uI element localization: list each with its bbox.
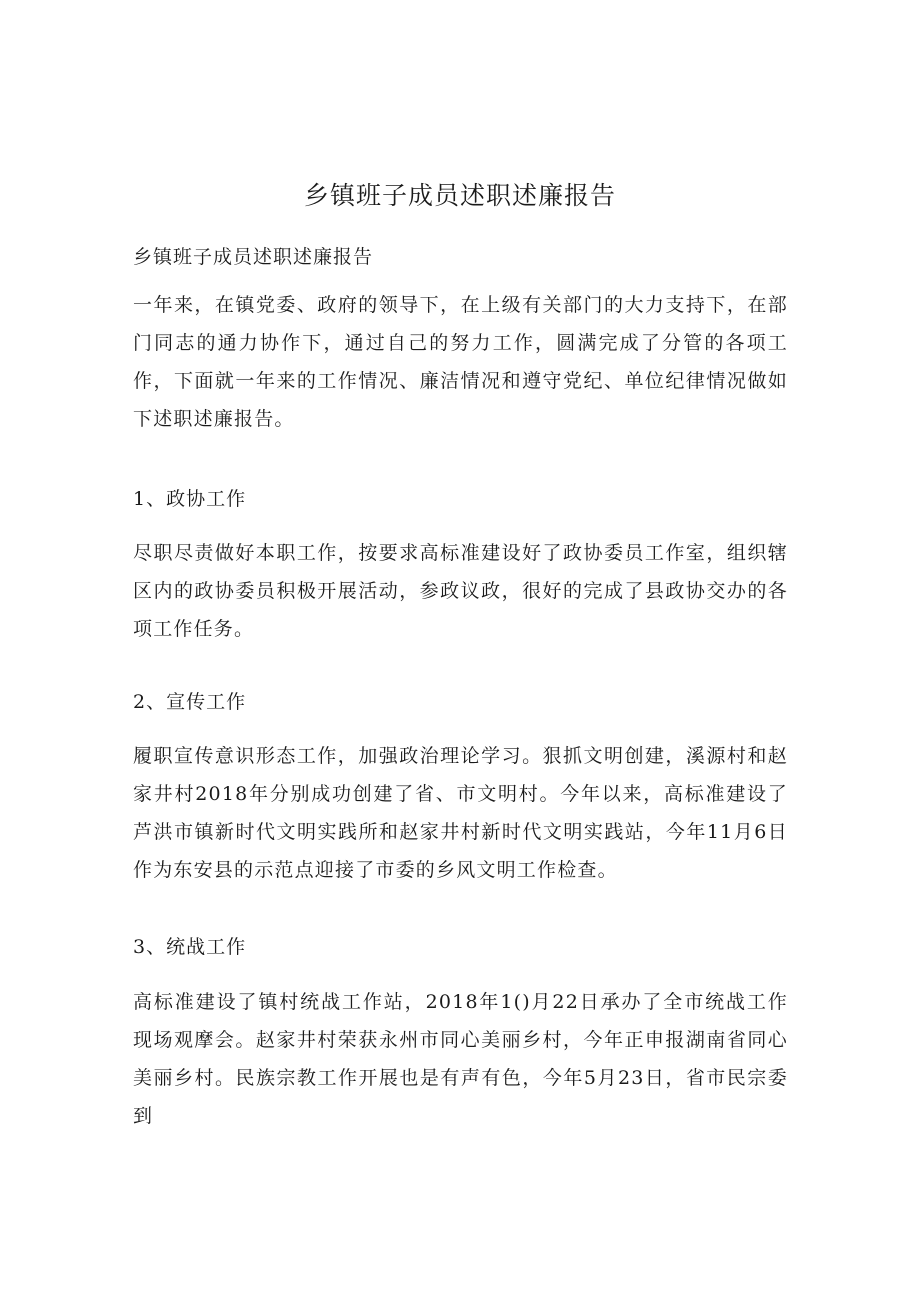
section-body-united-front: 高标准建设了镇村统战工作站，2018年1()月22日承办了全市统战工作现场观摩会。赵家井村荣获永州市同心美丽乡村，今年正申报湖南省同心美丽乡村。民族宗教工作开展也是有声有色，今年5月23日，省市民宗委到 xyxy=(133,991,788,1127)
section-heading-publicity: 2、宣传工作 xyxy=(133,691,247,713)
section-heading-united-front: 3、统战工作 xyxy=(133,936,247,958)
document-subtitle: 乡镇班子成员述职述廉报告 xyxy=(133,246,374,268)
section-body-publicity: 履职宣传意识形态工作，加强政治理论学习。狠抓文明创建，溪源村和赵家井村2018年分别成功创建了省、市文明村。今年以来，高标准建设了芦洪市镇新时代文明实践所和赵家井村新时代文明实践站，今年11月6日作为东安县的示范点迎接了市委的乡风文明工作检查。 xyxy=(133,745,788,881)
section-body-cppcc: 尽职尽责做好本职工作，按要求高标准建设好了政协委员工作室，组织辖区内的政协委员积极开展活动，参政议政，很好的完成了县政协交办的各项工作任务。 xyxy=(133,542,788,640)
intro-paragraph: 一年来，在镇党委、政府的领导下，在上级有关部门的大力支持下，在部门同志的通力协作下，通过自己的努力工作，圆满完成了分管的各项工作，下面就一年来的工作情况、廉洁情况和遵守党纪、单位纪律情况做如下述职述廉报告。 xyxy=(133,294,788,430)
section-heading-cppcc: 1、政协工作 xyxy=(133,488,247,510)
document-title: 乡镇班子成员述职述廉报告 xyxy=(303,181,616,210)
